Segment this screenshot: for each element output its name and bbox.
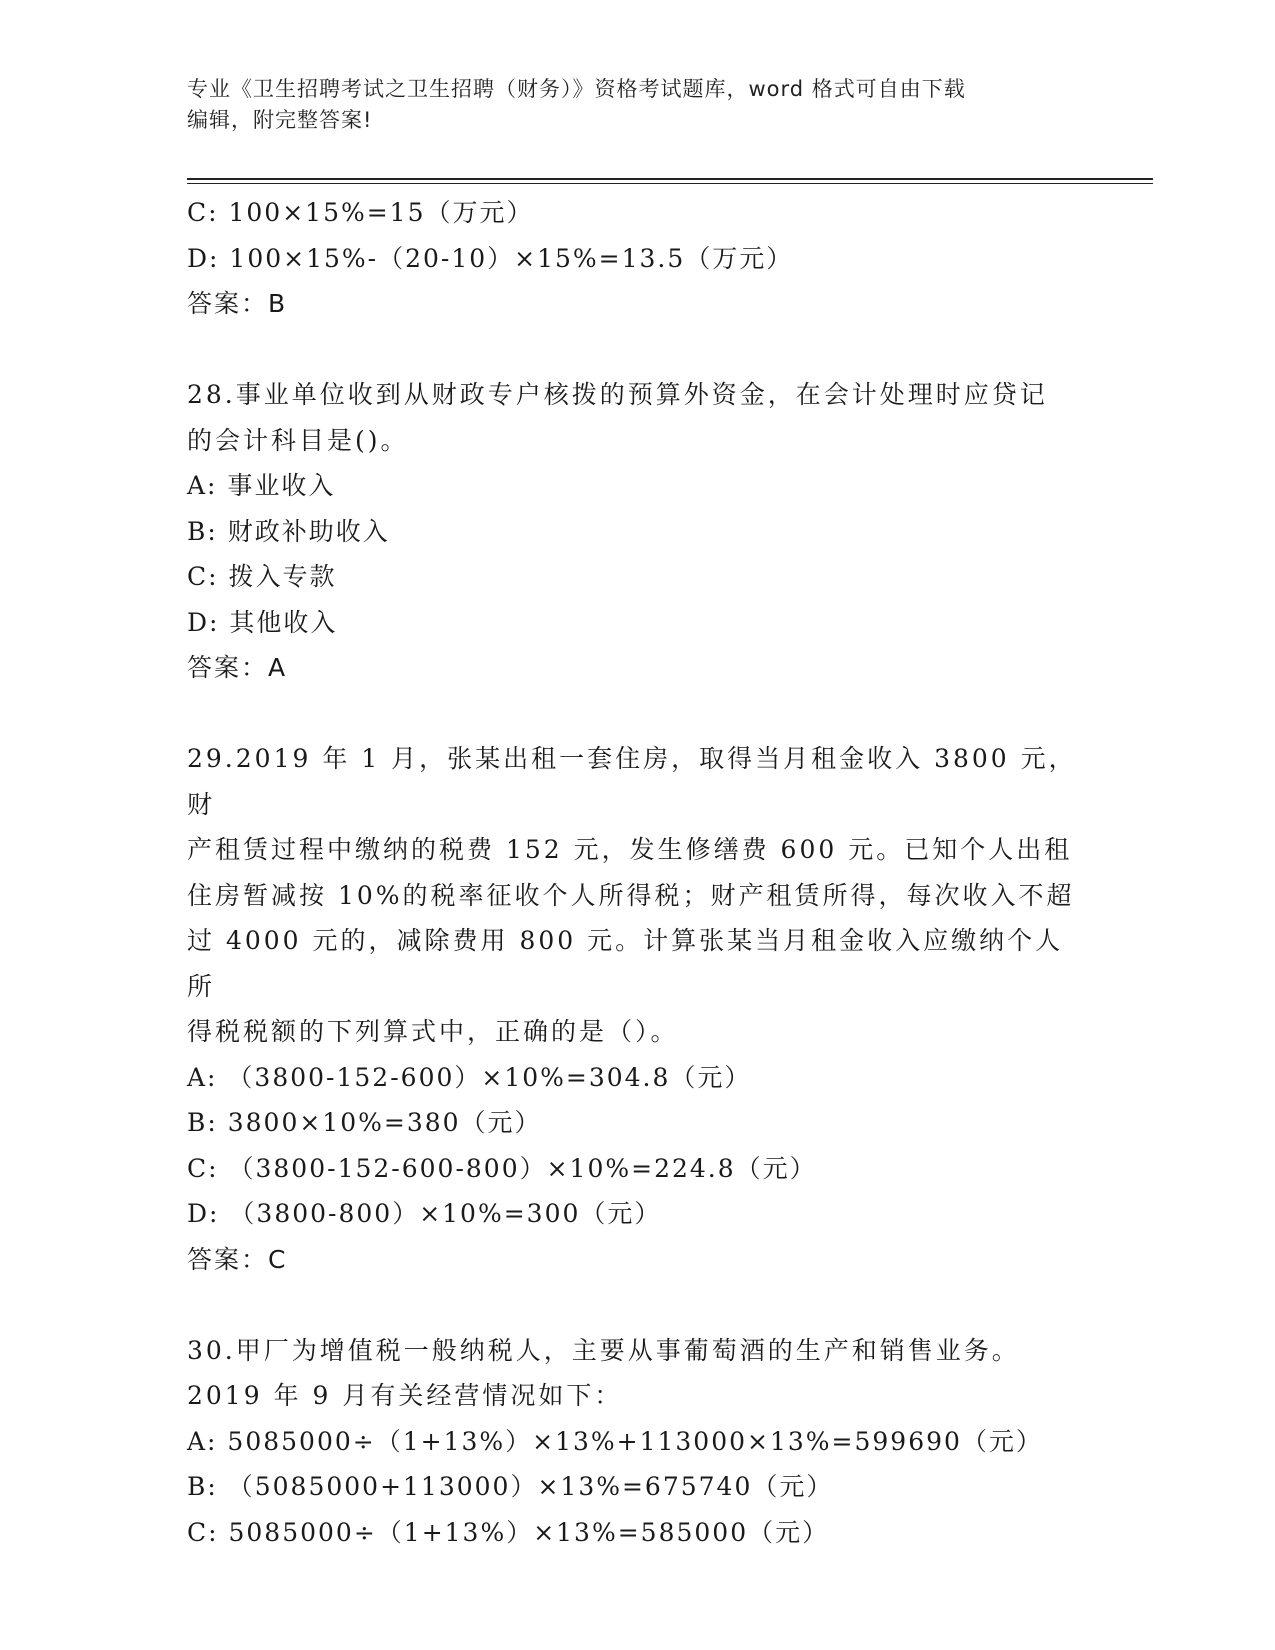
answer-line: 答案：B [187,289,288,318]
question-text-line: 得税税额的下列算式中，正确的是（）。 [187,1017,679,1046]
option-c: C: 100×15%=15（万元） [187,198,534,227]
question-text-line: 产租赁过程中缴纳的税费 152 元，发生修缮费 600 元。已知个人出租 [187,835,1073,864]
answer-line: 答案：A [187,653,288,682]
option-d: D: 其他收入 [187,607,338,637]
answer-line: 答案：C [187,1244,288,1274]
header-divider-thick [187,178,1153,180]
question-29 [187,736,1087,1282]
option-b: B: 财政补助收入 [187,516,390,546]
document-body [187,190,1087,1555]
option-b: B: 3800×10%=380（元） [187,1108,542,1137]
document-header [187,74,1067,136]
header-divider-thin [187,183,1153,184]
header-line-2: 编辑，附完整答案! [187,108,373,132]
question-text-line: 29.2019 年 1 月，张某出租一套住房，取得当月租金收入 3800 元，财 [187,744,1077,819]
option-c: C: 5085000÷（1+13%）×13%=585000（元） [187,1517,830,1547]
option-a: A: （3800-152-600）×10%=304.8（元） [187,1062,752,1092]
question-text-line: 28.事业单位收到从财政专户核拨的预算外资金，在会计处理时应贷记 [187,380,1048,409]
option-a: A: 5085000÷（1+13%）×13%+113000×13%=599690（元） [187,1426,1043,1456]
option-c: C: 拨入专款 [187,562,337,591]
option-d: D: 100×15%-（20-10）×15%=13.5（万元） [187,243,794,273]
question-30 [187,1328,1087,1556]
option-a: A: 事业收入 [187,471,336,500]
question-text-line: 住房暂减按 10%的税率征收个人所得税；财产租赁所得，每次收入不超 [187,880,1075,910]
question-text-line: 过 4000 元的，减除费用 800 元。计算张某当月租金收入应缴纳个人所 [187,926,1064,1001]
option-c: C: （3800-152-600-800）×10%=224.8（元） [187,1153,817,1183]
question-text-line: 的会计科目是()。 [187,425,409,455]
question-text-line: 2019 年 9 月有关经营情况如下： [187,1381,623,1410]
question-27-tail [187,190,1087,327]
header-line-1: 专业《卫生招聘考试之卫生招聘（财务）》资格考试题库，word 格式可自由下载 [187,77,966,101]
option-b: B: （5085000+113000）×13%=675740（元） [187,1472,834,1501]
option-d: D: （3800-800）×10%=300（元） [187,1199,662,1228]
question-28 [187,372,1087,691]
question-text-line: 30.甲厂为增值税一般纳税人，主要从事葡萄酒的生产和销售业务。 [187,1335,1020,1365]
